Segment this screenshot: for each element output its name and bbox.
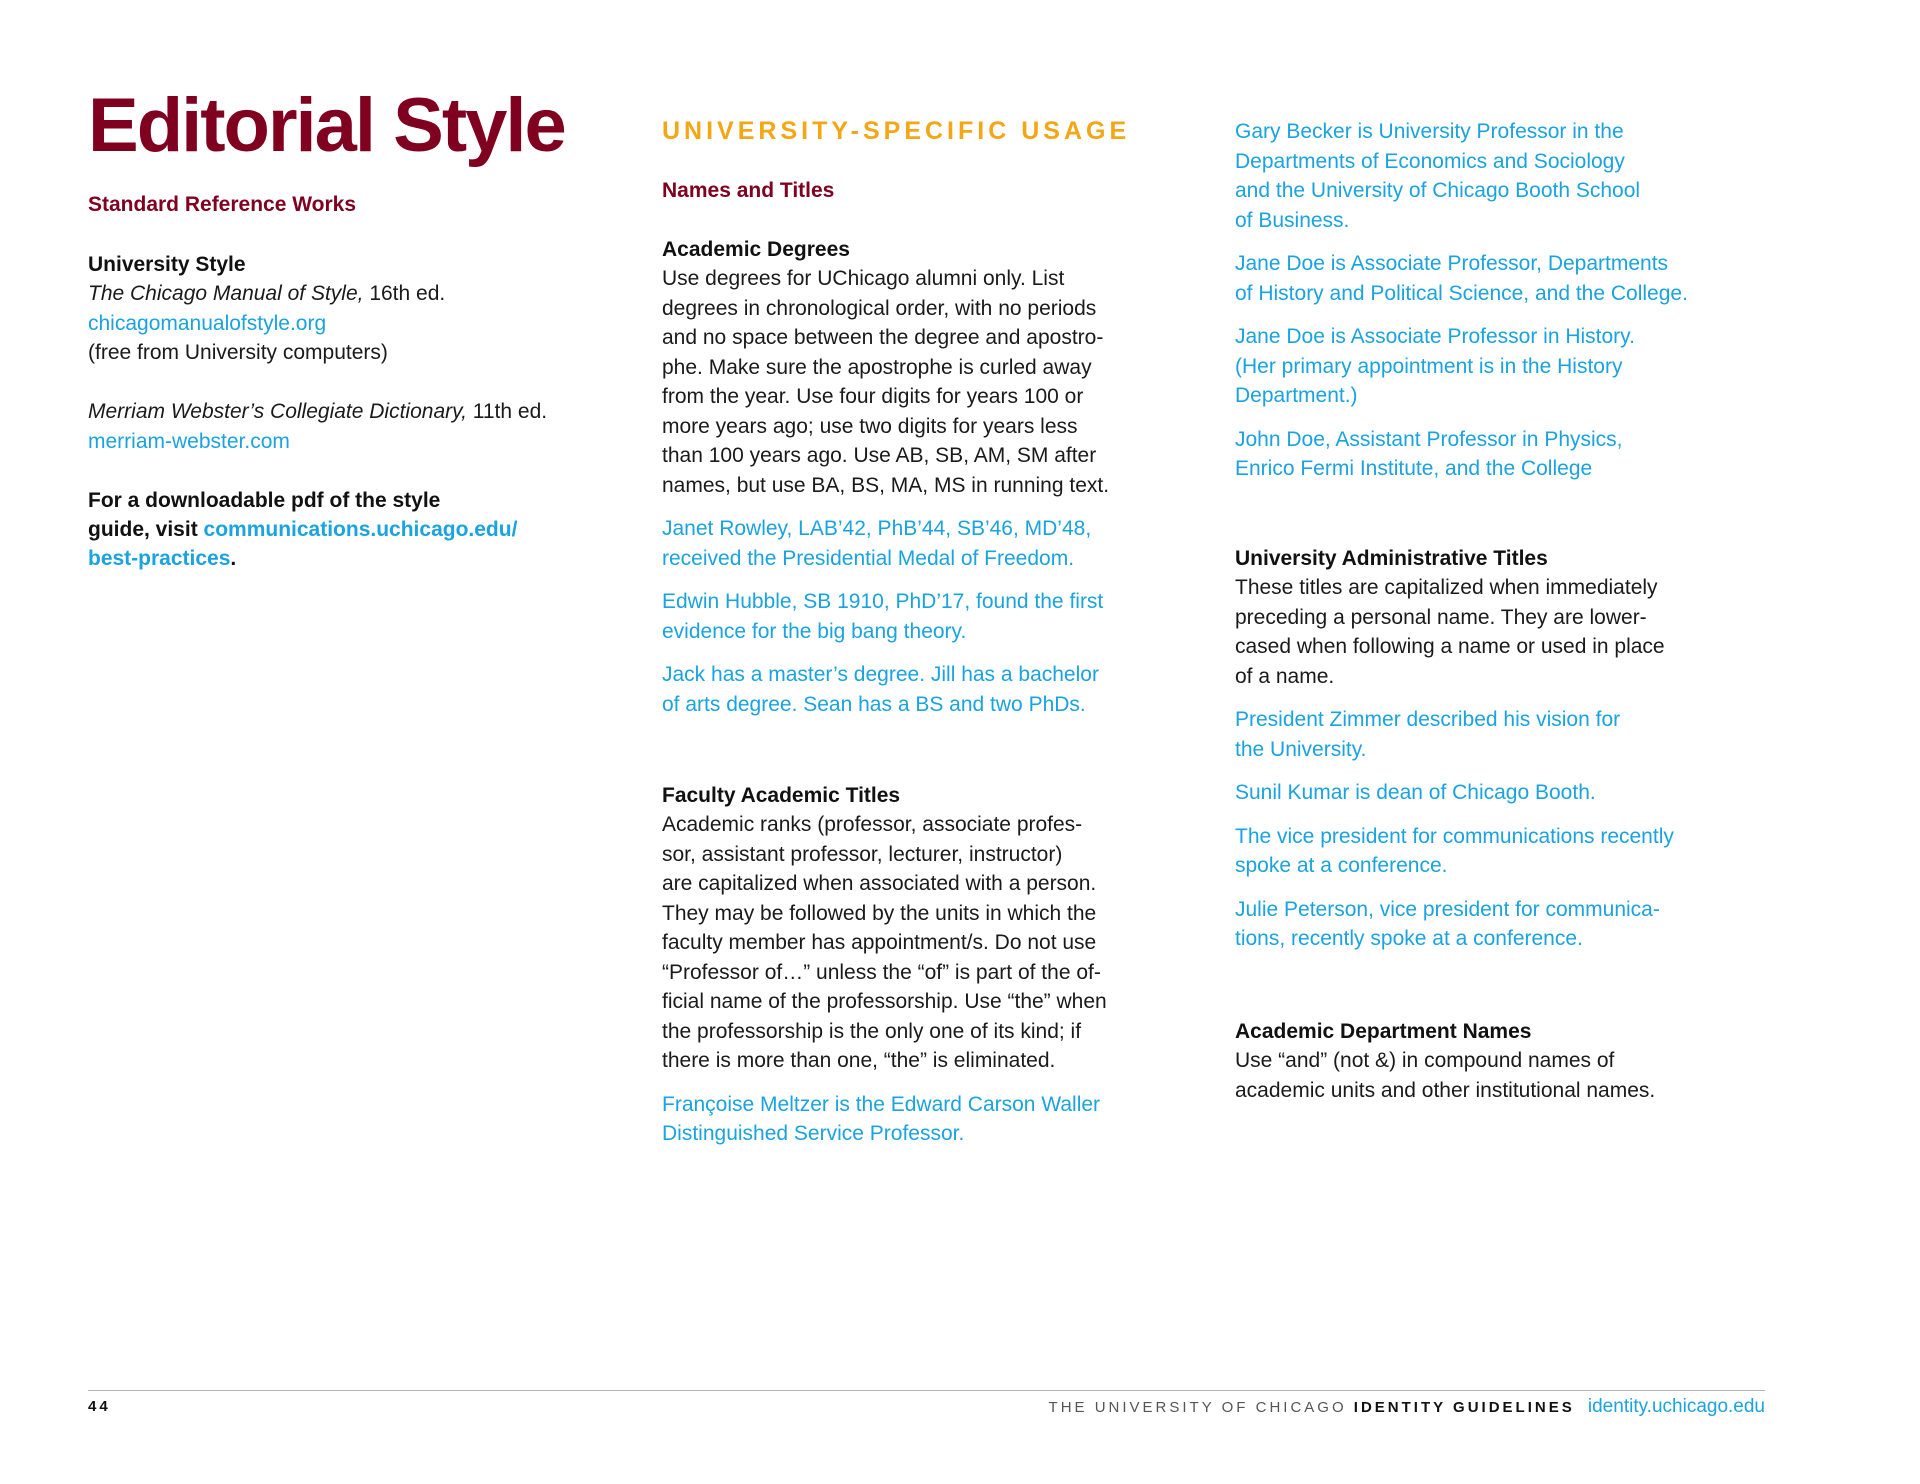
standard-reference-heading: Standard Reference Works: [88, 193, 357, 216]
degree-example: [662, 514, 1222, 573]
university-usage-heading: UNIVERSITY-SPECIFIC USAGE: [662, 117, 1131, 145]
dept-names-line: academic units and other institutional names.: [1235, 1078, 1656, 1102]
example-line: of arts degree. Sean has a BS and two PhDs.: [662, 692, 1086, 716]
faculty-example: [1235, 425, 1795, 484]
footer-guidelines: IDENTITY GUIDELINES: [1353, 1399, 1575, 1416]
download-period: .: [230, 547, 237, 570]
example-line: Enrico Fermi Institute, and the College: [1235, 457, 1593, 480]
academic-degrees-line: names, but use BA, BS, MA, MS in running text.: [662, 473, 1110, 497]
names-titles-heading: Names and Titles: [662, 179, 835, 202]
download-block: [88, 486, 668, 573]
admin-titles-line: These titles are capitalized when immediately: [1235, 576, 1658, 599]
footer-url-link[interactable]: identity.uchicago.edu: [1587, 1396, 1765, 1417]
academic-degrees-line: from the year. Use four digits for years 100 or: [662, 385, 1084, 408]
faculty-titles-line: the professorship is the only one of its kind; if: [662, 1019, 1082, 1043]
page-title: Editorial Style: [88, 83, 565, 168]
degree-example: [662, 587, 1222, 646]
faculty-example: [1235, 249, 1795, 308]
academic-degrees-line: than 100 years ago. Use AB, SB, AM, SM after: [662, 444, 1097, 467]
dictionary-ref: [88, 397, 668, 427]
faculty-titles-line: there is more than one, “the” is eliminated.: [662, 1049, 1056, 1072]
footer-credit: [1049, 1396, 1765, 1418]
dept-names-title: Academic Department Names: [1235, 1020, 1532, 1043]
chicago-manual-link[interactable]: chicagomanualofstyle.org: [88, 311, 327, 335]
example-line: Jane Doe is Associate Professor, Departments: [1235, 252, 1669, 275]
admin-titles-line: cased when following a name or used in place: [1235, 635, 1665, 658]
dictionary-block: [88, 397, 668, 456]
example-line: Sunil Kumar is dean of Chicago Booth.: [1235, 781, 1596, 804]
download-text-line2: guide, visit: [88, 518, 204, 541]
example-line: Julie Peterson, vice president for communica-: [1235, 897, 1660, 921]
example-line: Françoise Meltzer is the Edward Carson Waller: [662, 1092, 1101, 1116]
footer-university: THE UNIVERSITY OF CHICAGO: [1048, 1399, 1347, 1416]
example-line: Department.): [1235, 384, 1358, 407]
faculty-titles-section: [662, 781, 1222, 1149]
chicago-manual-edition: 16th ed.: [363, 282, 446, 305]
university-style-label: University Style: [88, 253, 246, 276]
page-number: 44: [88, 1398, 111, 1415]
example-line: Distinguished Service Professor.: [662, 1122, 965, 1145]
faculty-example: [662, 1090, 1222, 1149]
admin-titles-title: University Administrative Titles: [1235, 547, 1548, 570]
chicago-manual-ref: [88, 279, 648, 309]
example-line: (Her primary appointment is in the History: [1235, 354, 1623, 378]
academic-degrees-line: degrees in chronological order, with no periods: [662, 296, 1097, 320]
dictionary-edition: 11th ed.: [466, 400, 548, 423]
example-line: tions, recently spoke at a conference.: [1235, 927, 1583, 950]
example-line: and the University of Chicago Booth School: [1235, 179, 1641, 202]
academic-degrees-line: and no space between the degree and apostro-: [662, 326, 1104, 349]
academic-degrees-title: Academic Degrees: [662, 238, 850, 261]
example-line: received the Presidential Medal of Freedom.: [662, 546, 1075, 570]
faculty-examples-continued: [1235, 117, 1795, 484]
faculty-example: [1235, 322, 1795, 411]
example-line: Edwin Hubble, SB 1910, PhD’17, found the first: [662, 590, 1104, 613]
admin-example: [1235, 778, 1795, 808]
download-text-line1: For a downloadable pdf of the style: [88, 489, 441, 512]
admin-example: [1235, 822, 1795, 881]
faculty-titles-line: sor, assistant professor, lecturer, instructor): [662, 842, 1063, 866]
example-line: Departments of Economics and Sociology: [1235, 149, 1625, 173]
chicago-manual-note: (free from University computers): [88, 341, 388, 364]
example-line: Gary Becker is University Professor in the: [1235, 120, 1624, 143]
faculty-example: [1235, 117, 1795, 235]
example-line: Janet Rowley, LAB’42, PhB’44, SB’46, MD’48,: [662, 517, 1092, 540]
faculty-titles-line: are capitalized when associated with a person.: [662, 872, 1097, 895]
dictionary-link[interactable]: merriam-webster.com: [88, 429, 290, 453]
download-link-line2[interactable]: best-practices: [88, 547, 231, 570]
admin-titles-section: [1235, 544, 1795, 954]
dept-names-section: [1235, 1017, 1795, 1105]
download-link-line1[interactable]: communications.uchicago.edu/: [203, 518, 518, 541]
example-line: Jack has a master’s degree. Jill has a bachelor: [662, 663, 1099, 686]
academic-degrees-section: [662, 235, 1222, 719]
admin-titles-line: of a name.: [1235, 664, 1335, 688]
dictionary-title: Merriam Webster’s Collegiate Dictionary,: [88, 400, 467, 423]
admin-example: [1235, 895, 1795, 954]
faculty-titles-line: Academic ranks (professor, associate profes-: [662, 813, 1083, 836]
dept-names-line: Use “and” (not &) in compound names of: [1235, 1049, 1615, 1072]
example-line: John Doe, Assistant Professor in Physics,: [1235, 427, 1623, 451]
faculty-titles-line: “Professor of…” unless the “of” is part of the of-: [662, 960, 1101, 984]
example-line: The vice president for communications recently: [1235, 824, 1674, 848]
example-line: President Zimmer described his vision for: [1235, 708, 1621, 731]
example-line: evidence for the big bang theory.: [662, 619, 967, 643]
academic-degrees-line: phe. Make sure the apostrophe is curled away: [662, 355, 1092, 379]
faculty-titles-line: faculty member has appointment/s. Do not use: [662, 931, 1097, 954]
faculty-titles-line: ficial name of the professorship. Use “the” when: [662, 990, 1107, 1013]
academic-degrees-line: Use degrees for UChicago alumni only. List: [662, 267, 1065, 290]
example-line: of History and Political Science, and the College.: [1235, 281, 1688, 305]
faculty-titles-line: They may be followed by the units in which the: [662, 901, 1097, 925]
university-style-block: [88, 250, 648, 368]
degree-example: [662, 660, 1222, 719]
example-line: Jane Doe is Associate Professor in History.: [1235, 325, 1635, 348]
example-line: the University.: [1235, 737, 1367, 761]
admin-titles-line: preceding a personal name. They are lower-: [1235, 605, 1647, 629]
footer-divider: [88, 1390, 1765, 1391]
faculty-titles-title: Faculty Academic Titles: [662, 784, 901, 807]
chicago-manual-title: The Chicago Manual of Style,: [88, 282, 364, 305]
example-line: of Business.: [1235, 208, 1350, 232]
academic-degrees-line: more years ago; use two digits for years less: [662, 414, 1078, 438]
admin-example: [1235, 705, 1795, 764]
example-line: spoke at a conference.: [1235, 854, 1448, 877]
